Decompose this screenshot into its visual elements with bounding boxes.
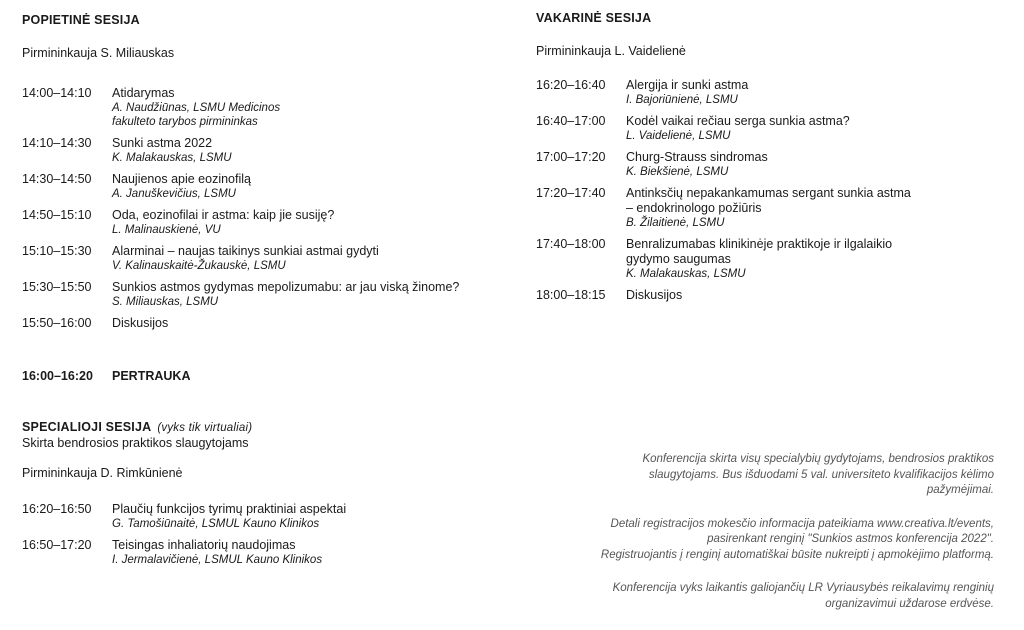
- talk-title: Alarminai – naujas taikinys sunkiai astmai gydyti: [112, 244, 379, 258]
- speaker-name: G. Tamošiūnaitė, LSMUL Kauno Klinikos: [112, 518, 320, 530]
- evening-session-chair: Pirmininkauja L. Vaidelienė: [536, 44, 686, 58]
- program-content: [112, 244, 502, 273]
- program-content: [112, 502, 502, 531]
- speaker-name: B. Žilaitienė, LSMU: [626, 217, 725, 229]
- program-item: [536, 150, 1006, 179]
- program-content: [112, 136, 502, 165]
- talk-title: Alergija ir sunki astma: [626, 78, 749, 92]
- program-time: 15:10–15:30: [22, 244, 92, 258]
- speaker-name: I. Jermalavičienė, LSMUL Kauno Klinikos: [112, 554, 323, 566]
- speaker-name: A. Januškevičius, LSMU: [112, 188, 236, 200]
- program-item: [22, 280, 502, 309]
- program-time: 17:20–17:40: [536, 186, 606, 200]
- program-item: [536, 237, 1006, 281]
- afternoon-program-list: [22, 86, 502, 331]
- talk-title: Diskusijos: [626, 288, 683, 302]
- speaker-name: I. Bajoriūnienė, LSMU: [626, 94, 738, 106]
- speaker-name: K. Malakauskas, LSMU: [112, 152, 232, 164]
- break-label: PERTRAUKA: [112, 369, 191, 383]
- program-item: [22, 244, 502, 273]
- speaker-name: K. Malakauskas, LSMU: [626, 268, 746, 280]
- program-item: [22, 86, 502, 129]
- evening-session: [536, 11, 1006, 310]
- program-content: [112, 538, 502, 567]
- special-session-subtitle: Skirta bendrosios praktikos slaugytojams: [22, 436, 249, 450]
- speaker-name: K. Biekšienė, LSMU: [626, 166, 729, 178]
- speaker-name: L. Malinauskienė, VU: [112, 224, 221, 236]
- talk-title: Diskusijos: [112, 316, 169, 330]
- program-content: [626, 237, 1006, 281]
- program-item: [22, 538, 502, 567]
- talk-title: Kodėl vaikai rečiau serga sunkia astma?: [626, 114, 850, 128]
- talk-title: Sunki astma 2022: [112, 136, 213, 150]
- program-time: 16:50–17:20: [22, 538, 92, 552]
- evening-session-title: VAKARINĖ SESIJA: [536, 11, 652, 25]
- program-item: [22, 172, 502, 201]
- program-time: 17:40–18:00: [536, 237, 606, 251]
- program-time: 15:30–15:50: [22, 280, 92, 294]
- special-program-list: [22, 502, 502, 567]
- speaker-name: V. Kalinauskaitė-Žukauskė, LSMU: [112, 260, 286, 272]
- afternoon-session-title: POPIETINĖ SESIJA: [22, 13, 140, 27]
- program-item: [536, 78, 1006, 107]
- program-content: [626, 150, 1006, 179]
- note-paragraph: Konferencija skirta visų specialybių gydytojams, bendrosios praktikos slaugytojams. Bus išduodami 5 val. universiteto kvalifikacijos kėlimo pažymėjimai.: [642, 453, 994, 496]
- program-time: 14:30–14:50: [22, 172, 92, 186]
- speaker-name: A. Naudžiūnas, LSMU Medicinos fakulteto tarybos pirmininkas: [112, 102, 281, 128]
- program-time: 17:00–17:20: [536, 150, 606, 164]
- program-item: [22, 316, 502, 331]
- program-item: [22, 136, 502, 165]
- program-time: 16:40–17:00: [536, 114, 606, 128]
- program-time: 14:50–15:10: [22, 208, 92, 222]
- special-session-chair: Pirmininkauja D. Rimkūnienė: [22, 466, 183, 480]
- program-time: 16:20–16:50: [22, 502, 92, 516]
- program-content: [112, 208, 502, 237]
- talk-title: Teisingas inhaliatorių naudojimas: [112, 538, 296, 552]
- talk-title: Antinksčių nepakankamumas sergant sunkia astma – endokrinologo požiūris: [626, 186, 911, 215]
- program-content: [112, 172, 502, 201]
- program-content: [626, 114, 1006, 143]
- talk-title: Churg-Strauss sindromas: [626, 150, 768, 164]
- program-item: [536, 288, 1006, 303]
- break-time: 16:00–16:20: [22, 369, 93, 383]
- program-content: [626, 288, 1006, 303]
- note-paragraph: Detali registracijos mokesčio informacija pateikiama www.creativa.lt/events, pasirenkant renginį "Sunkios astmos konferencija 2022". Registruojantis į renginį automatiškai būsite nukreipti į apmokėjimo platformą.: [600, 517, 994, 561]
- talk-title: Oda, eozinofilai ir astma: kaip jie susiję?: [112, 208, 335, 222]
- talk-title: Plaučių funkcijos tyrimų praktiniai aspektai: [112, 502, 347, 516]
- evening-program-list: [536, 78, 1006, 303]
- talk-title: Sunkios astmos gydymas mepolizumabu: ar jau viską žinome?: [112, 280, 460, 294]
- program-content: [112, 86, 502, 129]
- program-item: [22, 502, 502, 531]
- program-item: [536, 186, 1006, 230]
- program-content: [112, 316, 502, 331]
- talk-title: Benralizumabas klinikinėje praktikoje ir ilgalaikio gydymo saugumas: [626, 237, 893, 266]
- special-session-note: (vyks tik virtualiai): [157, 422, 253, 434]
- program-time: 15:50–16:00: [22, 316, 92, 330]
- note-paragraph: Konferencija vyks laikantis galiojančių LR Vyriausybės reikalavimų renginių organizavimui uždarose erdvėse.: [612, 582, 994, 610]
- conference-notes: [574, 452, 994, 630]
- talk-title: Atidarymas: [112, 86, 175, 100]
- afternoon-session: [22, 13, 502, 338]
- talk-title: Naujienos apie eozinofilą: [112, 172, 251, 186]
- speaker-name: S. Miliauskas, LSMU: [112, 296, 219, 308]
- break-row: [22, 369, 190, 383]
- program-time: 14:10–14:30: [22, 136, 92, 150]
- program-time: 14:00–14:10: [22, 86, 92, 100]
- program-item: [22, 208, 502, 237]
- program-time: 18:00–18:15: [536, 288, 606, 302]
- afternoon-session-chair: Pirmininkauja S. Miliauskas: [22, 46, 175, 60]
- special-session-title: [22, 420, 502, 434]
- program-item: [536, 114, 1006, 143]
- program-time: 16:20–16:40: [536, 78, 606, 92]
- program-content: [626, 186, 1006, 230]
- special-session-title-text: SPECIALIOJI SESIJA: [22, 420, 152, 434]
- special-session: [22, 420, 502, 574]
- speaker-name: L. Vaidelienė, LSMU: [626, 130, 731, 142]
- program-content: [112, 280, 502, 309]
- program-content: [626, 78, 1006, 107]
